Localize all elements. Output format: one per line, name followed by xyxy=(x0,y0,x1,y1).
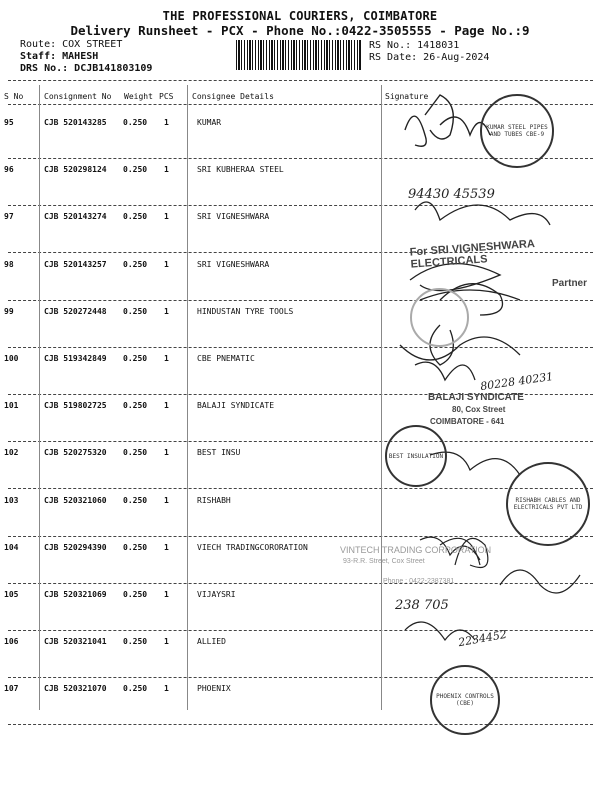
row-consignment-no: CJB 519802725 xyxy=(44,401,107,410)
row-sno: 105 xyxy=(4,590,19,599)
row-sno: 102 xyxy=(4,448,19,457)
rs-number: RS No.: 1418031 xyxy=(369,40,460,51)
row-weight: 0.250 xyxy=(123,637,148,646)
kumar-stamp-text: KUMAR STEEL PIPES AND TUBES CBE-9 xyxy=(486,124,548,138)
row-consignment-no: CJB 520294390 xyxy=(44,543,107,552)
row-consignment-no: CJB 520272448 xyxy=(44,307,107,316)
row-sno: 100 xyxy=(4,354,19,363)
col-consignee: Consignee Details xyxy=(192,92,274,101)
handwritten-note-100: 80228 40231 xyxy=(479,369,555,394)
row-consignment-no: CJB 520143257 xyxy=(44,260,107,269)
row-weight: 0.250 xyxy=(123,543,148,552)
row-weight: 0.250 xyxy=(123,448,148,457)
col-sno: S No xyxy=(4,92,24,101)
col-rule xyxy=(187,85,188,710)
route-label: Route: COX STREET xyxy=(20,39,123,50)
row-consignee: CBE PNEMATIC xyxy=(197,354,255,363)
row-sno: 99 xyxy=(4,307,14,316)
handwritten-note-105: 238 705 xyxy=(395,598,449,613)
row-weight: 0.250 xyxy=(123,165,148,174)
row-pcs: 1 xyxy=(164,496,169,505)
rishabh-stamp xyxy=(506,462,590,546)
row-consignee: ALLIED xyxy=(197,637,226,646)
col-rule xyxy=(39,85,40,710)
row-sno: 95 xyxy=(4,118,14,127)
row-sno: 97 xyxy=(4,212,14,221)
row-consignment-no: CJB 520321070 xyxy=(44,684,107,693)
row-weight: 0.250 xyxy=(123,590,148,599)
barcode xyxy=(236,40,361,70)
vintech-stamp-line2: 93-R.R. Street, Cox Street xyxy=(343,558,425,565)
row-weight: 0.250 xyxy=(123,354,148,363)
row-consignment-no: CJB 520321069 xyxy=(44,590,107,599)
row-sno: 103 xyxy=(4,496,19,505)
faded-stamp xyxy=(410,288,469,347)
row-consignment-no: CJB 520321060 xyxy=(44,496,107,505)
row-consignee: PHOENIX xyxy=(197,684,231,693)
col-weight: Weight xyxy=(124,92,153,101)
row-consignment-no: CJB 520298124 xyxy=(44,165,107,174)
row-consignee: VIECH TRADINGCORORATION xyxy=(197,543,308,552)
row-pcs: 1 xyxy=(164,448,169,457)
row-pcs: 1 xyxy=(164,260,169,269)
row-consignee: SRI KUBHERAA STEEL xyxy=(197,165,284,174)
row-consignee: SRI VIGNESHWARA xyxy=(197,260,270,269)
row-consignment-no: CJB 520143274 xyxy=(44,212,107,221)
row-pcs: 1 xyxy=(164,684,169,693)
phoenix-stamp xyxy=(430,665,500,735)
handwritten-note-106: 2234452 xyxy=(457,627,508,650)
row-consignee: RISHABH xyxy=(197,496,231,505)
vintech-stamp-line3: Phone : 0422-2387381 xyxy=(383,578,455,585)
row-sno: 104 xyxy=(4,543,19,552)
row-sno: 98 xyxy=(4,260,14,269)
col-signature: Signature xyxy=(385,92,429,101)
row-weight: 0.250 xyxy=(123,260,148,269)
page-subtitle: Delivery Runsheet - PCX - Phone No.:0422-3505555 - Page No.:9 xyxy=(70,23,530,38)
row-sno: 107 xyxy=(4,684,19,693)
row-weight: 0.250 xyxy=(123,684,148,693)
row-consignee: VIJAYSRI xyxy=(197,590,236,599)
row-pcs: 1 xyxy=(164,307,169,316)
row-pcs: 1 xyxy=(164,118,169,127)
row-weight: 0.250 xyxy=(123,212,148,221)
row-pcs: 1 xyxy=(164,401,169,410)
row-pcs: 1 xyxy=(164,543,169,552)
row-consignment-no: CJB 519342849 xyxy=(44,354,107,363)
vigneshwara-stamp: For SRI VIGNESHWARA ELECTRICALS xyxy=(409,237,535,271)
best-insu-stamp-text: BEST INSULATION xyxy=(388,452,444,460)
partner-label: Partner xyxy=(552,278,588,289)
row-sno: 101 xyxy=(4,401,19,410)
rishabh-stamp-text: RISHABH CABLES AND ELECTRICALS PVT LTD xyxy=(513,497,583,511)
row-pcs: 1 xyxy=(164,212,169,221)
row-consignment-no: CJB 520275320 xyxy=(44,448,107,457)
col-pcs: PCS xyxy=(159,92,174,101)
row-weight: 0.250 xyxy=(123,401,148,410)
row-consignment-no: CJB 520143285 xyxy=(44,118,107,127)
row-pcs: 1 xyxy=(164,165,169,174)
phoenix-stamp-text: PHOENIX CONTROLS (CBE) xyxy=(436,693,494,707)
row-weight: 0.250 xyxy=(123,307,148,316)
staff-label: Staff: MAHESH xyxy=(20,51,99,62)
kumar-stamp xyxy=(480,94,554,168)
row-sno: 106 xyxy=(4,637,19,646)
row-consignee: KUMAR xyxy=(197,118,222,127)
row-weight: 0.250 xyxy=(123,496,148,505)
best-insu-stamp xyxy=(385,425,447,487)
drs-number: DRS No.: DCJB141803109 xyxy=(20,63,153,74)
row-consignee: SRI VIGNESHWARA xyxy=(197,212,270,221)
row-pcs: 1 xyxy=(164,637,169,646)
row-pcs: 1 xyxy=(164,590,169,599)
page-title: THE PROFESSIONAL COURIERS, COIMBATORE xyxy=(162,9,438,23)
row-pcs: 1 xyxy=(164,354,169,363)
balaji-stamp-line3: COIMBATORE - 641 xyxy=(430,417,505,426)
balaji-stamp-line2: 80, Cox Street xyxy=(452,405,506,414)
row-consignee: BEST INSU xyxy=(197,448,241,457)
rs-date: RS Date: 26-Aug-2024 xyxy=(369,52,490,63)
row-weight: 0.250 xyxy=(123,118,148,127)
col-consignment: Consignment No xyxy=(44,92,112,101)
handwritten-phone: 94430 45539 xyxy=(408,187,495,202)
row-consignment-no: CJB 520321041 xyxy=(44,637,107,646)
header-top-rule xyxy=(8,80,593,81)
vintech-stamp-line1: VINTECH TRADING CORPORATION xyxy=(340,545,492,555)
row-consignee: HINDUSTAN TYRE TOOLS xyxy=(197,307,294,316)
row-sno: 96 xyxy=(4,165,14,174)
row-consignee: BALAJI SYNDICATE xyxy=(197,401,275,410)
balaji-stamp-line1: BALAJI SYNDICATE xyxy=(428,392,524,403)
